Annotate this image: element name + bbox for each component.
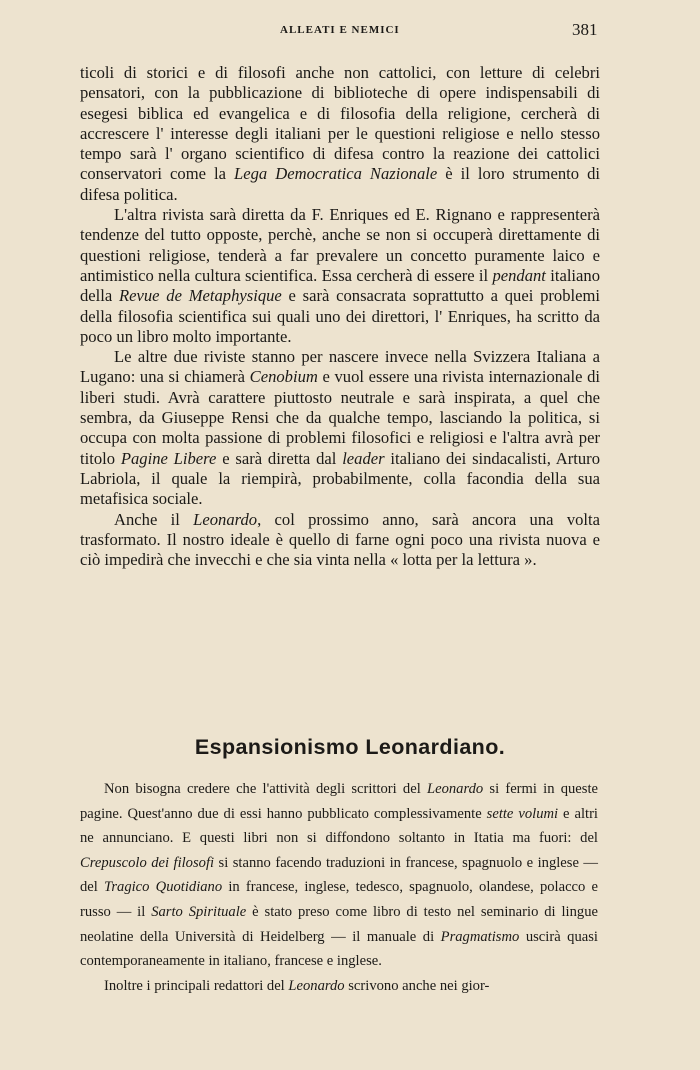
page-number: 381	[572, 20, 598, 39]
paragraph-4: Anche il Leonardo, col prossimo anno, sarà ancora una volta trasformato. Il nostro ideale è quello di farne ogni poco una rivista nuova e ciò impedirà che invecchi e che sia vinta nella « lotta per la lettura ».	[80, 509, 601, 570]
running-title: ALLEATI E NEMICI	[280, 24, 400, 36]
paragraph-1: ticoli di storici e di filosofi anche non cattolici, con letture di celebri pensatori, con la pubblicazione di biblioteche di opere indispensabili di esegesi biblica ed evangelica e di filosofia della religione, cercherà di accrescere l' interesse degli italiani per le questioni religiose e nello stesso tempo sarà l' organo scientifico di difesa contro la reazione dei cattolici conservatori come la Lega Democratica Nazionale è il loro strumento di difesa politica.	[80, 63, 600, 204]
paragraph-2: L'altra rivista sarà diretta da F. Enriques ed E. Rignano e rappresenterà tendenze del tutto opposte, perchè, anche se non si occuperà direttamente di questioni religiose, tenderà a far prevalere un concetto puramente laico e antimistico nella cultura scientifica. Essa cercherà di essere il pendant italiano della Revue de Metaphysique e sarà consacrata soprattutto a quei problemi della filosofia scientifica sui quali uno dei direttori, l' Enriques, ha scritto da poco un libro molto importante.	[80, 205, 600, 346]
section-title: Espansionismo Leonardiano.	[194, 735, 506, 759]
main-text	[80, 63, 600, 570]
running-head	[0, 20, 700, 44]
paragraph-3: Le altre due riviste stanno per nascere invece nella Svizzera Italiana a Lugano: una si chiamerà Cenobium e vuol essere una rivista internazionale di liberi studi. Avrà carattere piuttosto neutrale e sarà inspirata, a quel che sembra, da Giuseppe Rensi che da qualche tempo, lasciando la politica, si occupa con molta passione di problemi filosofici e religiosi e l'altra avrà per titolo Pagine Libere e sarà diretta dal leader italiano dei sindacalisti, Arturo Labriola, il quale la riempirà, probabilmente, colla facondia della sua metafisica sociale.	[80, 347, 601, 509]
section-paragraph-2: Inoltre i principali redattori del Leonardo scrivono anche nei gior-	[104, 977, 490, 994]
section-text	[80, 777, 598, 998]
section-paragraph-1: Non bisogna credere che l'attività degli scrittori del Leonardo si fermi in queste pagine. Quest'anno due di essi hanno pubblicato complessivamente sette volumi e altri ne annunciano. E questi libri non si diffondono soltanto in Itatia ma fuori: del Crepuscolo dei filosofi si stanno facendo traduzioni in francese, spagnuolo e inglese — del Tragico Quotidiano in francese, inglese, tedesco, spagnuolo, olandese, polacco e russo — il Sarto Spirituale è stato preso come libro di testo nel seminario di lingue neolatine della Università di Heidelberg — il manuale di Pragmatismo uscirà quasi contemporaneamente in italiano, francese e inglese.	[80, 781, 599, 970]
